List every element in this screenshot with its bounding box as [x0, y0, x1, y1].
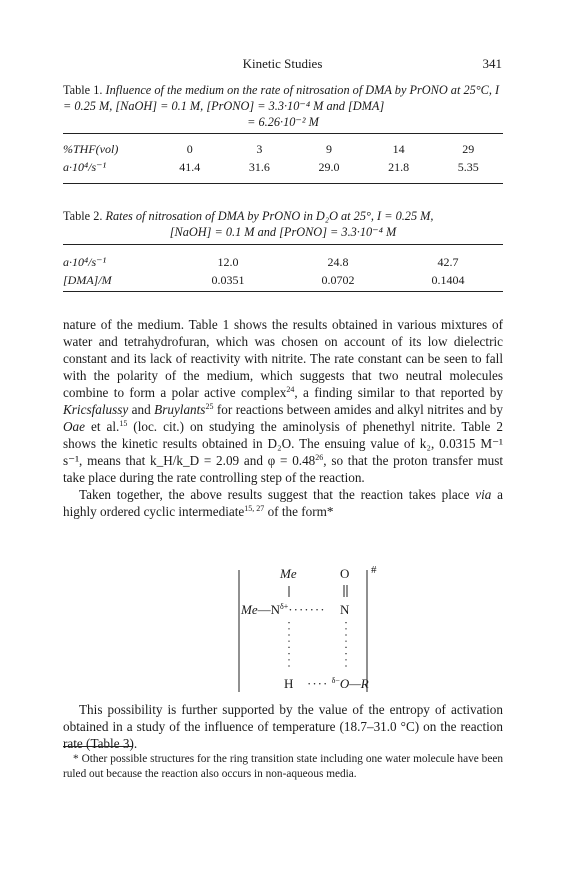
body-text-2: [63, 701, 503, 752]
table2: [63, 253, 503, 289]
table1-label: Table 1.: [63, 83, 103, 97]
author-name: Bruylants: [154, 402, 206, 417]
table-cell: 12.0: [217, 254, 239, 269]
nitrogen-group-left: $Me—N^{\delta+}\cdot\cdot\cdot\cdot\cdot\cdot\cdot$: [241, 602, 326, 617]
hydrogen-label: H: [284, 676, 294, 691]
table1-row-thf: [63, 140, 503, 158]
table2-caption: [63, 208, 503, 240]
citation: 24: [286, 385, 295, 394]
table-cell: 29.0: [318, 159, 340, 174]
table2-bottom-rule: [63, 291, 503, 292]
table1-bottom-rule: [63, 183, 503, 184]
table1-row1-label: %THF(vol): [63, 141, 119, 156]
table-cell: 42.7: [437, 254, 459, 269]
table1-row-rate: [63, 158, 503, 176]
cyclic-intermediate-diagram: [223, 564, 377, 696]
table1-caption-text: Influence of the medium on the rate of nitrosation of DMA by PrONO at 25°C, I = 0.25 M, [NaOH] = 0.1 M, [PrONO] = 3.3·10⁻⁴ M and [DMA]: [63, 83, 500, 113]
table2-row-dma: [63, 271, 503, 289]
author-name: Kricsfalussy: [63, 402, 129, 417]
paragraph: This possibility is further supported by the value of the entropy of activation obtained in a study of the influence of temperature (18.7–31.0 °C) on the reaction rate (Table 3).: [63, 702, 503, 751]
nitrogen-right-label: N: [340, 602, 350, 617]
table2-row-rate: [63, 253, 503, 271]
author-name: Oae: [63, 419, 85, 434]
table-cell: 9: [325, 141, 332, 156]
table2-label: Table 2.: [63, 209, 103, 223]
table1-top-rule: [63, 133, 503, 134]
page-number: 341: [482, 56, 502, 71]
table2-top-rule: [63, 244, 503, 245]
citation: 25: [205, 402, 214, 411]
footnote: * Other possible structures for the ring transition state including one water molecule have been ruled out because the reaction also occurs in non-aqueous media.: [63, 753, 503, 780]
table-cell: 41.4: [179, 159, 201, 174]
table-cell: 14: [392, 141, 405, 156]
table-cell: 3: [256, 141, 263, 156]
citation: 15: [119, 419, 128, 428]
table2-caption-text: Rates of nitrosation of DMA by PrONO in D₂O at 25°, I = 0.25 M,: [105, 209, 434, 223]
table-cell: 21.8: [388, 159, 410, 174]
table-cell: 0.1404: [431, 272, 465, 287]
table2-row1-label: a·10⁴/s⁻¹: [63, 254, 107, 269]
footnote-rule: [63, 746, 133, 747]
paragraph: Taken together, the above results suggest that the reaction takes place via a highly ordered cyclic intermediate$^{15, 27}$ of the form*: [63, 487, 503, 519]
table1-caption: [63, 82, 503, 130]
table-cell: 0.0702: [321, 272, 355, 287]
table2-row2-label: [DMA]/M: [63, 272, 112, 287]
table1-caption-line2: = 6.26·10⁻² M: [247, 115, 319, 129]
paragraph: nature of the medium. Table 1 shows the results obtained in various mixtures of water and tetrahydrofuran, which was chosen on account of its low dielectric constant and its lack of reactivity with nitrite. The rate constant can be seen to fall with the polarity of the medium, which suggests that two neutral molecules combine to form a polar active complex$^{24}$, a finding similar to that reported by Kricsfalussy and Bruylants$^{25}$ for reactions between amides and alkyl nitrites and by Oae et al.$^{15}$ (loc. cit.) on studying the aminolysis of phenethyl nitrite. Table 2 shows the kinetic results obtained in D₂O. The ensuing value of k₂, 0.0315 M⁻¹ s⁻¹, means that k_H/k_D = 2.09 and $\varphi = 0.48^{26}$, so that the proton transfer must take place during the rate controlling step of the reaction.: [63, 317, 504, 485]
table-cell: 29: [462, 141, 475, 156]
body-text: [63, 316, 503, 520]
table-cell: 0: [186, 141, 193, 156]
methyl-top-label: Me: [280, 566, 297, 581]
table-cell: 0.0351: [211, 272, 245, 287]
table1-row2-label: a·10⁴/s⁻¹: [63, 159, 107, 174]
citation: 15, 27: [244, 504, 265, 513]
oxygen-r-group: ···· $^{\delta-}$O—R: [307, 676, 369, 691]
transition-state-mark: #: [371, 564, 377, 576]
table-cell: 31.6: [248, 159, 270, 174]
table2-caption-line2: [NaOH] = 0.1 M and [PrONO] = 3.3·10⁻⁴ M: [169, 225, 397, 239]
table-cell: 24.8: [327, 254, 349, 269]
citation: 26: [315, 453, 324, 462]
table1: [63, 140, 503, 176]
oxygen-top-label: O: [340, 566, 350, 581]
table-cell: 5.35: [457, 159, 479, 174]
running-title: Kinetic Studies: [242, 56, 323, 71]
